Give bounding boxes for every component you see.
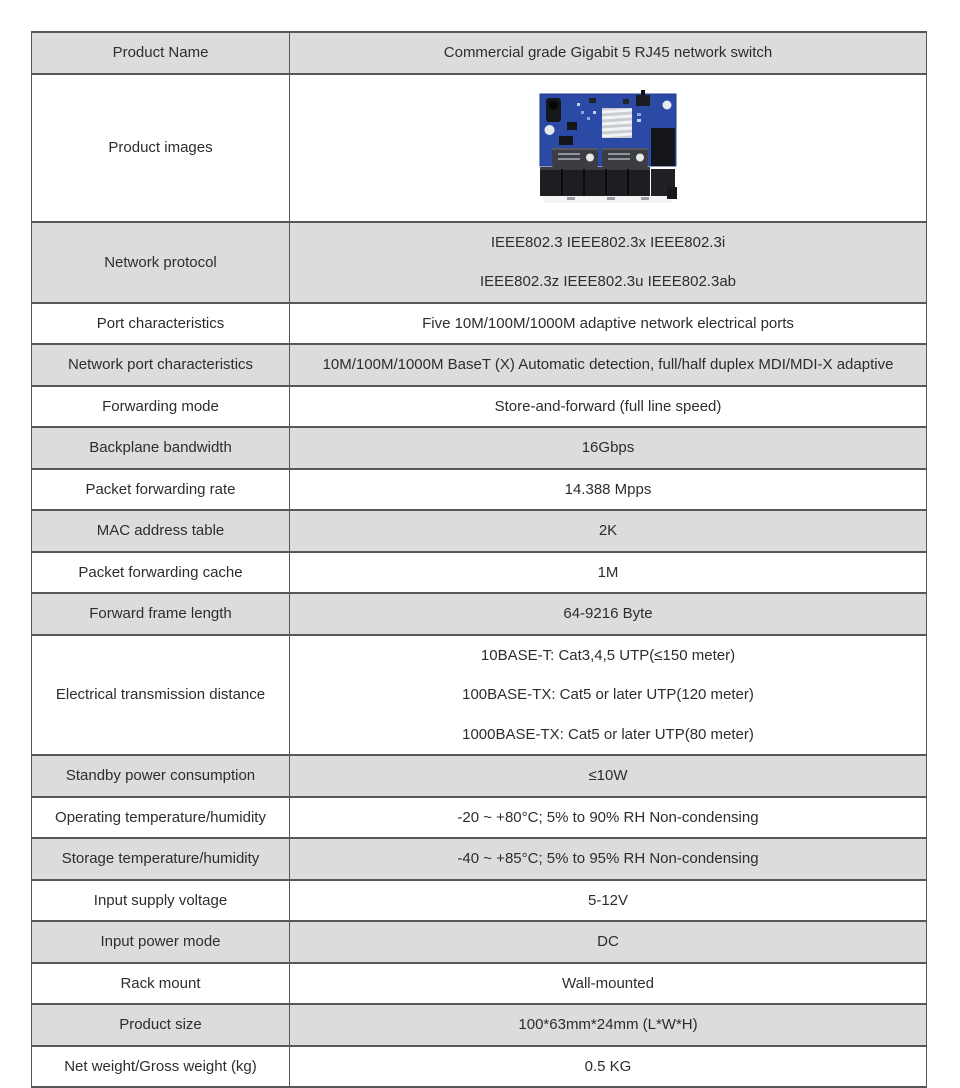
spec-value-text: Store-and-forward (full line speed) <box>494 397 722 415</box>
spec-value-text: 14.388 Mpps <box>564 480 652 498</box>
table-row <box>32 880 927 922</box>
spec-value-text: ≤10W <box>588 767 628 785</box>
spec-label: Standby power consumption <box>32 755 290 797</box>
spec-label: MAC address table <box>32 510 290 552</box>
spec-label: Packet forwarding cache <box>32 552 290 594</box>
spec-label: Port characteristics <box>32 303 290 345</box>
table-row <box>32 222 927 303</box>
table-row <box>32 386 927 428</box>
rj45-port-block <box>540 167 677 199</box>
spec-value-text: DC <box>597 933 619 951</box>
product-spec-table <box>31 31 927 1088</box>
table-row <box>32 921 927 963</box>
spec-label: Electrical transmission distance <box>32 635 290 756</box>
product-photo <box>537 89 679 207</box>
spec-label: Product Name <box>32 32 290 74</box>
spec-value <box>290 469 927 511</box>
table-row <box>32 32 927 74</box>
spec-value-text: 0.5 KG <box>584 1057 632 1075</box>
spec-value <box>290 963 927 1005</box>
table-row <box>32 552 927 594</box>
spec-value <box>290 635 927 756</box>
power-module <box>651 128 675 166</box>
spec-value-line: IEEE802.3z IEEE802.3u IEEE802.3ab <box>479 273 737 291</box>
spec-value-line: 1000BASE-TX: Cat5 or later UTP(80 meter) <box>462 725 754 743</box>
spec-label: Input power mode <box>32 921 290 963</box>
spec-value <box>290 427 927 469</box>
table-row <box>32 635 927 756</box>
spec-label: Net weight/Gross weight (kg) <box>32 1046 290 1088</box>
spec-value <box>290 880 927 922</box>
spec-label: Product images <box>32 74 290 222</box>
table-row <box>32 838 927 880</box>
spec-label: Backplane bandwidth <box>32 427 290 469</box>
table-row <box>32 427 927 469</box>
table-row <box>32 593 927 635</box>
table-row <box>32 74 927 222</box>
spec-value <box>290 32 927 74</box>
spec-label: Network port characteristics <box>32 344 290 386</box>
spec-value-text: Commercial grade Gigabit 5 RJ45 network switch <box>443 44 773 62</box>
table-row <box>32 344 927 386</box>
heatsink <box>602 108 632 138</box>
table-row <box>32 510 927 552</box>
spec-value <box>290 510 927 552</box>
table-row <box>32 303 927 345</box>
spec-value <box>290 344 927 386</box>
table-row <box>32 469 927 511</box>
spec-value-line: 10BASE-T: Cat3,4,5 UTP(≤150 meter) <box>480 646 736 664</box>
spec-value <box>290 1004 927 1046</box>
spec-label: Forward frame length <box>32 593 290 635</box>
spec-label: Operating temperature/humidity <box>32 797 290 839</box>
spec-value <box>290 552 927 594</box>
spec-value-line: IEEE802.3 IEEE802.3x IEEE802.3i <box>490 233 726 251</box>
spec-value <box>290 593 927 635</box>
transformer-module <box>552 148 598 167</box>
screw-hole <box>663 100 672 109</box>
spec-label: Rack mount <box>32 963 290 1005</box>
spec-label: Forwarding mode <box>32 386 290 428</box>
table-row <box>32 1004 927 1046</box>
screw-hole <box>545 125 555 135</box>
spec-value <box>290 755 927 797</box>
spec-label: Packet forwarding rate <box>32 469 290 511</box>
spec-value-text: 2K <box>598 522 618 540</box>
spec-value-text: 100*63mm*24mm (L*W*H) <box>518 1016 698 1034</box>
transformer-module <box>602 148 648 167</box>
spec-value-text: -20 ~ +80°C; 5% to 90% RH Non-condensing <box>457 808 759 826</box>
spec-value-line: 100BASE-TX: Cat5 or later UTP(120 meter) <box>462 686 754 704</box>
spec-label: Storage temperature/humidity <box>32 838 290 880</box>
spec-label: Input supply voltage <box>32 880 290 922</box>
spec-value <box>290 222 927 303</box>
table-row <box>32 797 927 839</box>
spec-value <box>290 797 927 839</box>
table-row <box>32 755 927 797</box>
spec-value-text: -40 ~ +85°C; 5% to 95% RH Non-condensing <box>457 850 759 868</box>
spec-value-text: 5-12V <box>587 891 629 909</box>
spec-value-text: 64-9216 Byte <box>563 605 653 623</box>
ic-chip <box>559 136 573 145</box>
spec-label: Network protocol <box>32 222 290 303</box>
spec-value <box>290 386 927 428</box>
ic-chip <box>567 122 577 130</box>
table-row <box>32 963 927 1005</box>
spec-value <box>290 74 927 222</box>
spec-value-text: 16Gbps <box>581 439 635 457</box>
spec-value-text: Five 10M/100M/1000M adaptive network electrical ports <box>422 314 794 332</box>
spec-value <box>290 838 927 880</box>
spec-table-body <box>32 32 927 1087</box>
spec-value-text: Wall-mounted <box>562 974 654 992</box>
product-image <box>290 75 926 221</box>
spec-value-text: 1M <box>597 563 619 581</box>
spec-value-text: 10M/100M/1000M BaseT (X) Automatic detection, full/half duplex MDI/MDI-X adaptive <box>322 356 894 374</box>
spec-value <box>290 921 927 963</box>
spec-label: Product size <box>32 1004 290 1046</box>
spec-value <box>290 303 927 345</box>
